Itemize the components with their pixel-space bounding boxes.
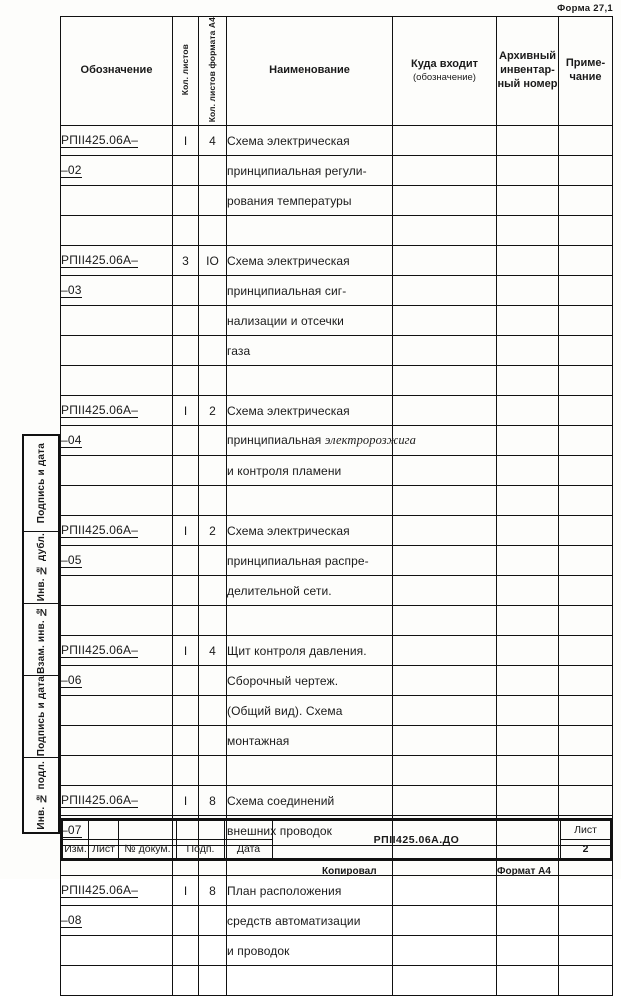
cell-designation-empty — [61, 696, 173, 726]
cell-where-used — [393, 906, 497, 936]
cell-designation-line2 — [61, 546, 173, 576]
cell-empty — [559, 756, 613, 786]
cell-name: Схема соединений — [227, 786, 393, 816]
cell-empty — [497, 756, 559, 786]
cell-empty — [173, 366, 199, 396]
cell-sheet-count-empty — [173, 726, 199, 756]
cell-designation-line1 — [61, 126, 173, 156]
cell-sheet-count: I — [173, 126, 199, 156]
left-margin-cell-inv-podl — [24, 758, 58, 832]
table-row — [61, 156, 613, 186]
cell-name: принципиальная распре- — [227, 546, 393, 576]
cell-sheet-count-empty — [173, 936, 199, 966]
cell-sheet-count-empty — [173, 696, 199, 726]
table-row — [61, 546, 613, 576]
title-block-sheet-number: 2 — [561, 840, 611, 859]
col-header-archive-number: Архивный инвентар- ный номер — [497, 17, 559, 126]
cell-empty — [393, 366, 497, 396]
title-block-col-izm: Изм. — [63, 840, 89, 859]
table-row — [61, 576, 613, 606]
cell-empty — [227, 216, 393, 246]
table-row — [61, 516, 613, 546]
cell-designation-line1 — [61, 246, 173, 276]
cell-empty — [173, 756, 199, 786]
col-header-designation: Обозначение — [61, 17, 173, 126]
cell-sheet-count-empty — [173, 426, 199, 456]
cell-empty — [227, 966, 393, 996]
cell-sheet-count-a4-empty — [199, 546, 227, 576]
cell-where-used — [393, 516, 497, 546]
cell-where-used — [393, 696, 497, 726]
cell-name: делительной сети. — [227, 576, 393, 606]
cell-note — [559, 516, 613, 546]
cell-sheet-count: I — [173, 396, 199, 426]
cell-where-used — [393, 246, 497, 276]
cell-designation-line1 — [61, 396, 173, 426]
table-row — [61, 456, 613, 486]
cell-empty — [61, 366, 173, 396]
cell-note — [559, 726, 613, 756]
cell-empty — [393, 216, 497, 246]
left-margin-cell-vzam-inv — [24, 604, 58, 676]
left-margin-strip — [22, 434, 60, 834]
left-margin-label: Взам. инв. № — [35, 605, 47, 674]
cell-empty — [559, 606, 613, 636]
cell-archive-number — [497, 276, 559, 306]
table-row — [61, 426, 613, 456]
cell-name: и контроля пламени — [227, 456, 393, 486]
designation-text: РПII425.06А– — [61, 793, 139, 808]
cell-sheet-count-a4: 8 — [199, 876, 227, 906]
cell-designation-line2 — [61, 906, 173, 936]
cell-empty — [559, 966, 613, 996]
cell-sheet-count-empty — [173, 906, 199, 936]
cell-empty — [173, 216, 199, 246]
cell-where-used — [393, 336, 497, 366]
cell-where-used — [393, 306, 497, 336]
designation-text: РПII425.06А– — [61, 253, 139, 268]
cell-empty — [497, 216, 559, 246]
cell-sheet-count-empty — [173, 276, 199, 306]
cell-empty — [497, 486, 559, 516]
table-row — [61, 696, 613, 726]
cell-sheet-count-empty — [173, 576, 199, 606]
cell-sheet-count-a4: IO — [199, 246, 227, 276]
cell-name: газа — [227, 336, 393, 366]
cell-empty — [497, 606, 559, 636]
cell-note — [559, 456, 613, 486]
cell-name: План расположения — [227, 876, 393, 906]
cell-sheet-count-a4-empty — [199, 156, 227, 186]
designation-text: –07 — [61, 823, 82, 838]
title-block — [60, 818, 612, 861]
col-header-sheet-count: Кол. листов — [173, 17, 199, 126]
designation-text: РПII425.06А– — [61, 883, 139, 898]
table-row-spacer — [61, 366, 613, 396]
cell-where-used — [393, 936, 497, 966]
cell-sheet-count-a4-empty — [199, 906, 227, 936]
table-row — [61, 246, 613, 276]
designation-text: –08 — [61, 913, 82, 928]
cell-designation-line2 — [61, 666, 173, 696]
cell-designation-empty — [61, 336, 173, 366]
table-row — [61, 636, 613, 666]
cell-sheet-count-a4-empty — [199, 456, 227, 486]
cell-where-used — [393, 576, 497, 606]
cell-sheet-count-a4-empty — [199, 576, 227, 606]
cell-sheet-count-a4: 8 — [199, 786, 227, 816]
cell-empty — [559, 366, 613, 396]
cell-where-used — [393, 726, 497, 756]
cell-name: средств автоматизации — [227, 906, 393, 936]
table-row — [61, 666, 613, 696]
cell-note — [559, 786, 613, 816]
table-row — [61, 936, 613, 966]
cell-archive-number — [497, 396, 559, 426]
cell-sheet-count-empty — [173, 186, 199, 216]
cell-sheet-count-a4-empty — [199, 726, 227, 756]
cell-where-used — [393, 876, 497, 906]
cell-sheet-count-a4: 4 — [199, 126, 227, 156]
cell-sheet-count: I — [173, 636, 199, 666]
table-row — [61, 186, 613, 216]
designation-text: РПII425.06А– — [61, 643, 139, 658]
cell-sheet-count-empty — [173, 156, 199, 186]
cell-note — [559, 276, 613, 306]
table-row — [61, 336, 613, 366]
cell-sheet-count-a4: 2 — [199, 516, 227, 546]
col-header-where-used: Куда входит (обозначение) — [393, 17, 497, 126]
cell-empty — [173, 966, 199, 996]
cell-sheet-count-a4-empty — [199, 666, 227, 696]
cell-where-used — [393, 456, 497, 486]
cell-note — [559, 696, 613, 726]
col-header-sheet-count-a4: Кол. листов формата А4 — [199, 17, 227, 126]
cell-where-used — [393, 396, 497, 426]
cell-name: принципиальная сиг- — [227, 276, 393, 306]
cell-sheet-count-empty — [173, 546, 199, 576]
cell-archive-number — [497, 726, 559, 756]
cell-note — [559, 426, 613, 456]
col-header-name: Наименование — [227, 17, 393, 126]
cell-where-used — [393, 276, 497, 306]
table-row-spacer — [61, 756, 613, 786]
designation-text: РПII425.06А– — [61, 523, 139, 538]
left-margin-label: Инв. № подл. — [35, 760, 47, 830]
cell-name: внешних проводок — [227, 816, 393, 846]
cell-empty — [199, 966, 227, 996]
title-block-designation: РПII425.06А.ДО — [273, 821, 561, 859]
name-italic-text: электророзжига — [324, 433, 417, 448]
col-header-note: Приме- чание — [559, 17, 613, 126]
cell-sheet-count: I — [173, 786, 199, 816]
cell-designation-empty — [61, 186, 173, 216]
cell-designation-line2 — [61, 156, 173, 186]
cell-archive-number — [497, 876, 559, 906]
cell-archive-number — [497, 786, 559, 816]
cell-designation-line1 — [61, 516, 173, 546]
table-row-spacer — [61, 486, 613, 516]
cell-archive-number — [497, 306, 559, 336]
title-block-col-docnum: № докум. — [119, 840, 177, 859]
left-margin-label: Инв. № дубл. — [35, 533, 47, 602]
cell-note — [559, 186, 613, 216]
cell-note — [559, 936, 613, 966]
table-row — [61, 786, 613, 816]
cell-name: принципиальная электророзжига — [227, 426, 393, 456]
cell-note — [559, 666, 613, 696]
footer-format-label: Формат А4 — [497, 866, 551, 877]
cell-sheet-count: I — [173, 876, 199, 906]
title-block-col-list: Лист — [89, 840, 119, 859]
cell-archive-number — [497, 696, 559, 726]
cell-name: Схема электрическая — [227, 126, 393, 156]
cell-name: Схема электрическая — [227, 516, 393, 546]
designation-text: РПII425.06А– — [61, 403, 139, 418]
cell-archive-number — [497, 186, 559, 216]
cell-archive-number — [497, 516, 559, 546]
designation-text: –05 — [61, 553, 82, 568]
cell-empty — [559, 216, 613, 246]
left-margin-label: Подпись и дата — [35, 443, 47, 524]
table-row — [61, 126, 613, 156]
designation-text: –02 — [61, 163, 82, 178]
cell-empty — [61, 606, 173, 636]
cell-empty — [393, 486, 497, 516]
cell-archive-number — [497, 906, 559, 936]
left-margin-label: Подпись и дата — [35, 676, 47, 757]
cell-note — [559, 636, 613, 666]
cell-sheet-count-a4-empty — [199, 306, 227, 336]
cell-note — [559, 156, 613, 186]
cell-designation-empty — [61, 726, 173, 756]
cell-empty — [61, 216, 173, 246]
table-row — [61, 306, 613, 336]
cell-sheet-count: I — [173, 516, 199, 546]
cell-designation-empty — [61, 576, 173, 606]
table-row — [61, 726, 613, 756]
designation-text: –03 — [61, 283, 82, 298]
cell-empty — [227, 366, 393, 396]
cell-archive-number — [497, 336, 559, 366]
cell-name: принципиальная регули- — [227, 156, 393, 186]
cell-archive-number — [497, 936, 559, 966]
cell-empty — [199, 366, 227, 396]
cell-empty — [497, 966, 559, 996]
cell-archive-number — [497, 636, 559, 666]
cell-designation-line1 — [61, 786, 173, 816]
left-margin-cell-signature-date-2 — [24, 676, 58, 758]
cell-where-used — [393, 666, 497, 696]
cell-note — [559, 576, 613, 606]
cell-sheet-count-a4-empty — [199, 426, 227, 456]
designation-text: РПII425.06А– — [61, 133, 139, 148]
cell-empty — [199, 486, 227, 516]
cell-archive-number — [497, 576, 559, 606]
table-row — [61, 906, 613, 936]
title-block-col-podp: Подп. — [177, 840, 225, 859]
cell-empty — [497, 366, 559, 396]
cell-designation-line2 — [61, 276, 173, 306]
table-row — [61, 876, 613, 906]
title-block-sheet-label: Лист — [561, 821, 611, 840]
cell-empty — [227, 606, 393, 636]
cell-empty — [199, 216, 227, 246]
cell-designation-line2 — [61, 426, 173, 456]
table-row — [61, 396, 613, 426]
cell-note — [559, 546, 613, 576]
cell-note — [559, 246, 613, 276]
cell-empty — [393, 966, 497, 996]
left-margin-cell-inv-dubl — [24, 532, 58, 604]
cell-empty — [227, 756, 393, 786]
table-row-spacer — [61, 216, 613, 246]
cell-sheet-count-a4: 4 — [199, 636, 227, 666]
cell-empty — [199, 606, 227, 636]
cell-name: Щит контроля давления. — [227, 636, 393, 666]
cell-archive-number — [497, 456, 559, 486]
cell-note — [559, 336, 613, 366]
cell-name: Сборочный чертеж. — [227, 666, 393, 696]
cell-sheet-count-empty — [173, 336, 199, 366]
designation-text: –06 — [61, 673, 82, 688]
cell-designation-line1 — [61, 636, 173, 666]
cell-empty — [173, 486, 199, 516]
cell-empty — [393, 756, 497, 786]
cell-sheet-count-empty — [173, 306, 199, 336]
cell-archive-number — [497, 246, 559, 276]
cell-name: монтажная — [227, 726, 393, 756]
cell-note — [559, 906, 613, 936]
cell-empty — [199, 756, 227, 786]
cell-sheet-count-a4-empty — [199, 186, 227, 216]
cell-name: рования температуры — [227, 186, 393, 216]
cell-archive-number — [497, 666, 559, 696]
cell-sheet-count-a4-empty — [199, 936, 227, 966]
cell-name: Схема электрическая — [227, 246, 393, 276]
table-row-spacer — [61, 606, 613, 636]
designation-text: –04 — [61, 433, 82, 448]
cell-archive-number — [497, 156, 559, 186]
table-row — [61, 276, 613, 306]
cell-where-used — [393, 636, 497, 666]
cell-sheet-count-a4: 2 — [199, 396, 227, 426]
cell-designation-empty — [61, 936, 173, 966]
cell-note — [559, 396, 613, 426]
cell-sheet-count-empty — [173, 666, 199, 696]
cell-empty — [393, 606, 497, 636]
cell-sheet-count-empty — [173, 456, 199, 486]
cell-archive-number — [497, 426, 559, 456]
footer-copied-label: Копировал — [322, 866, 377, 877]
cell-name: Схема электрическая — [227, 396, 393, 426]
cell-designation-empty — [61, 306, 173, 336]
table-row-spacer — [61, 966, 613, 996]
cell-name: (Общий вид). Схема — [227, 696, 393, 726]
cell-name: и проводок — [227, 936, 393, 966]
cell-empty — [173, 606, 199, 636]
cell-where-used — [393, 786, 497, 816]
cell-sheet-count-a4-empty — [199, 696, 227, 726]
title-block-col-data: Дата — [225, 840, 273, 859]
cell-sheet-count: 3 — [173, 246, 199, 276]
cell-empty — [61, 966, 173, 996]
cell-archive-number — [497, 546, 559, 576]
cell-note — [559, 306, 613, 336]
cell-empty — [61, 756, 173, 786]
cell-empty — [559, 486, 613, 516]
cell-archive-number — [497, 126, 559, 156]
cell-name: нализации и отсечки — [227, 306, 393, 336]
cell-note — [559, 126, 613, 156]
table-header-row — [61, 17, 613, 126]
cell-where-used — [393, 186, 497, 216]
cell-sheet-count-a4-empty — [199, 336, 227, 366]
cell-empty — [61, 486, 173, 516]
form-number-label: Форма 27,1 — [557, 3, 613, 14]
cell-empty — [227, 486, 393, 516]
cell-designation-empty — [61, 456, 173, 486]
cell-sheet-count-a4-empty — [199, 276, 227, 306]
cell-designation-line1 — [61, 876, 173, 906]
cell-where-used — [393, 156, 497, 186]
left-margin-cell-signature-date-1 — [24, 436, 58, 532]
cell-note — [559, 876, 613, 906]
cell-where-used — [393, 546, 497, 576]
cell-where-used — [393, 126, 497, 156]
